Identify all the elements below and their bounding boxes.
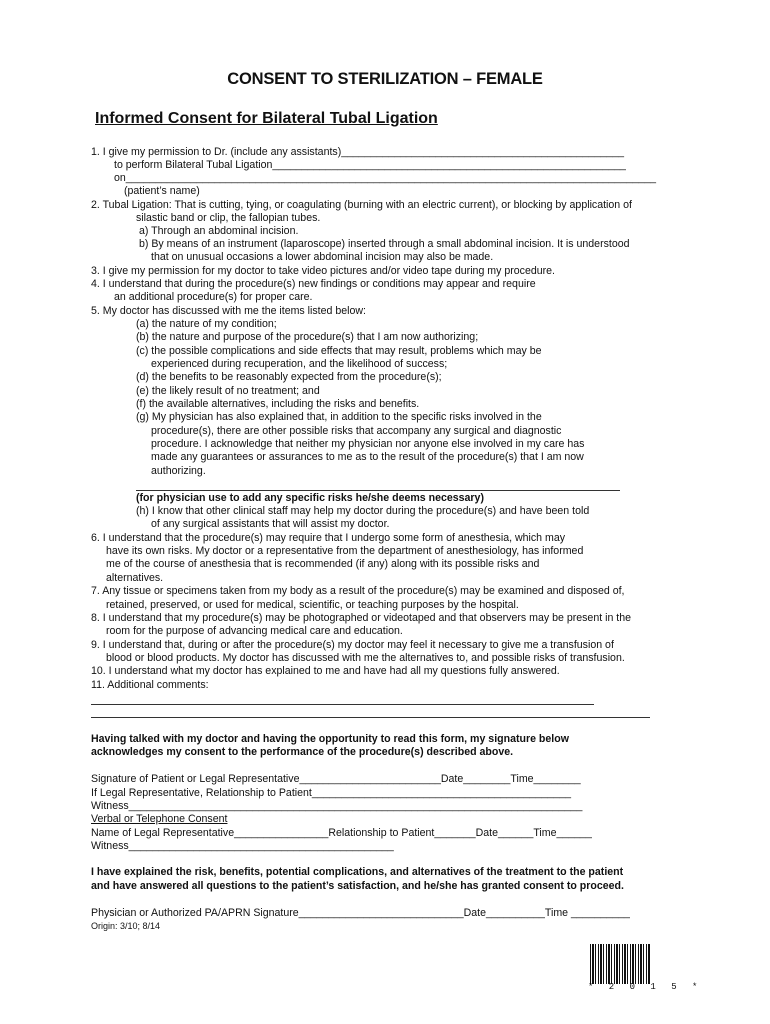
item-7: 7. Any tissue or specimens taken from my body as a result of the procedure(s) may be examined and disposed of, (91, 585, 625, 597)
legal-rep-name-line[interactable]: Name of Legal Representative________________Relationship to Patient_______Date______Time______ (91, 827, 592, 839)
form-subtitle: Informed Consent for Bilateral Tubal Ligation (95, 110, 438, 127)
item-10: 10. I understand what my doctor has explained to me and have had all my questions fully answered. (91, 665, 560, 677)
form-title: CONSENT TO STERILIZATION – FEMALE (227, 70, 543, 88)
item-5g-cont-4: authorizing. (151, 465, 206, 477)
item-2b: b) By means of an instrument (laparoscope) inserted through a small abdominal incision. It is understood (139, 238, 630, 250)
item-7-cont: retained, preserved, or used for medical, scientific, or teaching purposes by the hospital. (106, 599, 519, 611)
barcode-number: * 2 0 1 5 * (588, 982, 703, 992)
item-2b-cont: that on unusual occasions a lower abdominal incision may also be made. (151, 251, 494, 263)
comments-line-1[interactable] (91, 704, 594, 705)
item-5h: (h) I know that other clinical staff may help my doctor during the procedure(s) and have been told (136, 505, 590, 517)
item-5g-cont-1: procedure(s), there are other possible risks that accompany any surgical and diagnostic (151, 425, 562, 437)
item-5c-cont: experienced during recuperation, and the likelihood of success; (151, 358, 448, 370)
item-4-cont: an additional procedure(s) for proper care. (114, 291, 313, 303)
item-5g: (g) My physician has also explained that, in addition to the specific risks involved in the (136, 411, 542, 423)
physician-statement-line-2: and have answered all questions to the patient’s satisfaction, and he/she has granted consent to proceed. (91, 880, 624, 892)
item-5e: (e) the likely result of no treatment; and (136, 385, 320, 397)
physician-risks-line[interactable] (136, 490, 620, 491)
item-5c: (c) the possible complications and side effects that may result, problems which may be (136, 345, 542, 357)
item-5a: (a) the nature of my condition; (136, 318, 277, 330)
witness-line[interactable]: Witness_____________________________________________________________________________ (91, 800, 583, 812)
item-5: 5. My doctor has discussed with me the items listed below: (91, 305, 366, 317)
item-6-cont-3: alternatives. (106, 572, 164, 584)
item-1-procedure-line: to perform Bilateral Tubal Ligation____________________________________________________________ (114, 159, 626, 171)
item-6: 6. I understand that the procedure(s) may require that I undergo some form of anesthesia, which may (91, 532, 566, 544)
physician-statement-line-1: I have explained the risk, benefits, potential complications, and alternatives of the treatment to the patient (91, 866, 624, 878)
comments-line-2[interactable] (91, 717, 650, 718)
consent-statement-line-1: Having talked with my doctor and having the opportunity to read this form, my signature below (91, 733, 569, 745)
item-6-cont-1: have its own risks. My doctor or a representative from the department of anesthesiology, has informed (106, 545, 584, 557)
item-5b: (b) the nature and purpose of the procedure(s) that I am now authorizing; (136, 331, 479, 343)
item-11: 11. Additional comments: (91, 679, 209, 691)
item-1-physician-line: 1. I give my permission to Dr. (include any assistants)________________________________________________ (91, 146, 625, 158)
item-2a: a) Through an abdominal incision. (139, 225, 299, 237)
item-2-text-cont: silastic band or clip, the fallopian tubes. (136, 212, 321, 224)
item-8-cont: room for the purpose of advancing medical care and education. (106, 625, 403, 637)
item-6-cont-2: me of the course of anesthesia that is recommended (if any) along with its possible risks and (106, 558, 540, 570)
patient-signature-line[interactable]: Signature of Patient or Legal Representative________________________Date________Time________ (91, 773, 581, 785)
item-5d: (d) the benefits to be reasonably expected from the procedure(s); (136, 371, 442, 383)
item-2-text: 2. Tubal Ligation: That is cutting, tying, or coagulating (burning with an electric current), or blocking by application of (91, 199, 632, 211)
patient-name-caption: (patient’s name) (124, 185, 200, 197)
item-8: 8. I understand that my procedure(s) may be photographed or videotaped and that observers may be present in the (91, 612, 632, 624)
item-3: 3. I give my permission for my doctor to take video pictures and/or video tape during my procedure. (91, 265, 555, 277)
physician-risks-caption: (for physician use to add any specific risks he/she deems necessary) (136, 492, 484, 504)
item-5f: (f) the available alternatives, including the risks and benefits. (136, 398, 420, 410)
item-5h-cont: of any surgical assistants that will assist my doctor. (151, 518, 390, 530)
consent-statement-line-2: acknowledges my consent to the performance of the procedure(s) described above. (91, 746, 514, 758)
legal-rep-relationship-line[interactable]: If Legal Representative, Relationship to Patient____________________________________________ (91, 787, 572, 799)
physician-signature-line[interactable]: Physician or Authorized PA/APRN Signature____________________________Date__________Time __________ (91, 907, 630, 919)
item-5g-cont-2: procedure. I acknowledge that neither my physician nor anyone else involved in my care has (151, 438, 585, 450)
item-9: 9. I understand that, during or after the procedure(s) my doctor may feel it necessary to give me a transfusion of (91, 639, 614, 651)
verbal-consent-heading: Verbal or Telephone Consent (91, 813, 228, 825)
item-1-patient-line: on__________________________________________________________________________________________ (114, 172, 657, 184)
barcode (590, 944, 650, 984)
verbal-witness-line[interactable]: Witness_____________________________________________ (91, 840, 394, 852)
item-9-cont: blood or blood products. My doctor has discussed with me the alternatives to, and possible risks of transfusion. (106, 652, 625, 664)
origin-note: Origin: 3/10; 8/14 (91, 921, 161, 931)
item-5g-cont-3: made any guarantees or assurances to me as to the result of the procedure(s) that I am now (151, 451, 584, 463)
item-4: 4. I understand that during the procedure(s) new findings or conditions may appear and require (91, 278, 536, 290)
